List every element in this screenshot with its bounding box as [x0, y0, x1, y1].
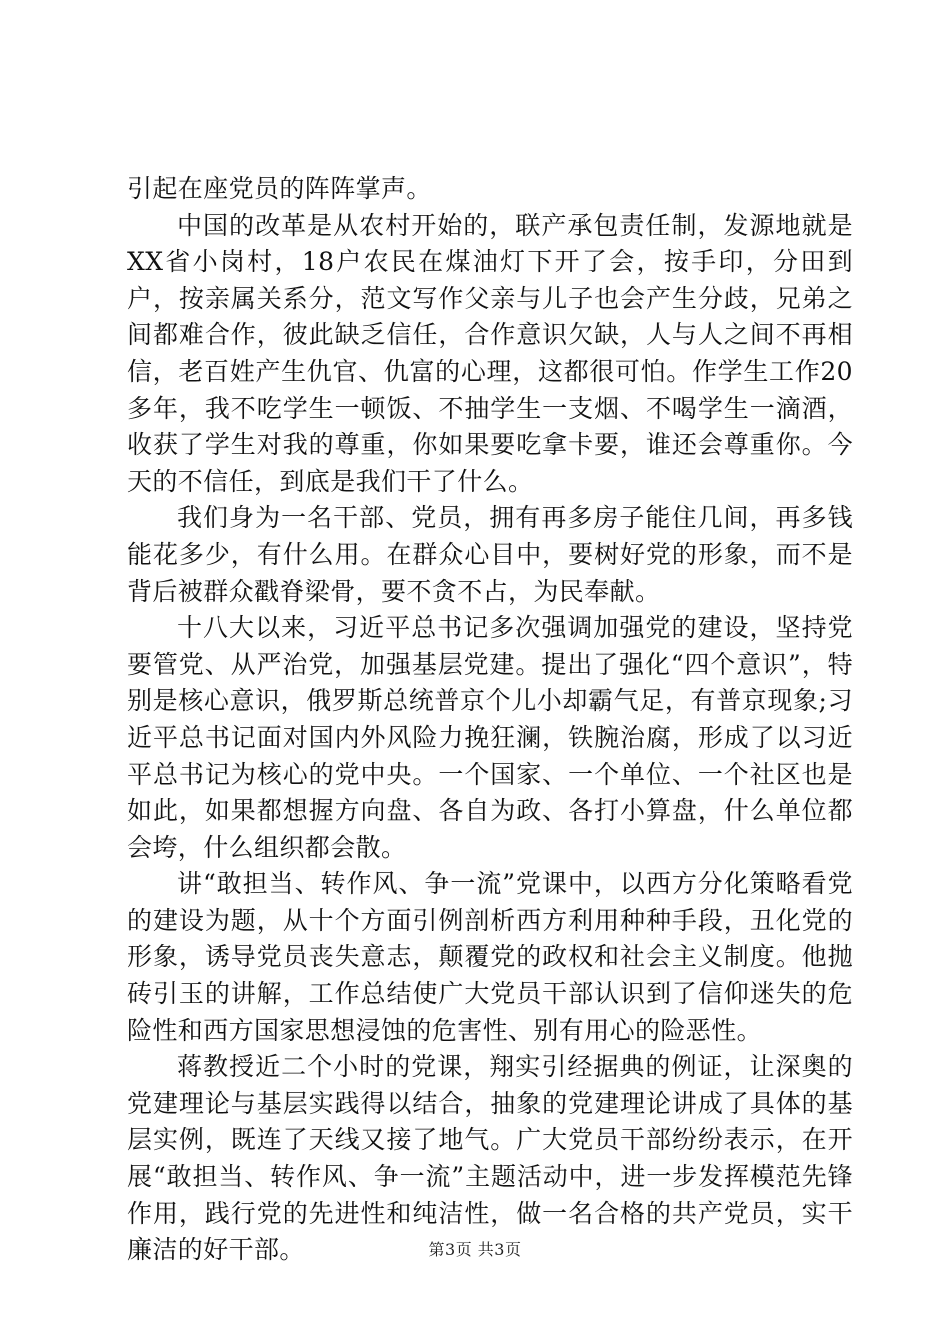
document-body	[127, 171, 853, 1269]
paragraph-2: 中国的改革是从农村开始的，联产承包责任制，发源地就是XX省小岗村，18户农民在煤油灯下开了会，按手印，分田到户，按亲属关系分，范文写作父亲与儿子也会产生分歧，兄弟之间都难合作，彼此缺乏信任，合作意识欠缺，人与人之间不再相信，老百姓产生仇官、仇富的心理，这都很可怕。作学生工作20多年，我不吃学生一顿饭、不抽学生一支烟、不喝学生一滴酒，收获了学生对我的尊重，你如果要吃拿卡要，谁还会尊重你。今天的不信任，到底是我们干了什么。	[127, 210, 853, 496]
paragraph-3: 我们身为一名干部、党员，拥有再多房子能住几间，再多钱能花多少，有什么用。在群众心目中，要树好党的形象，而不是背后被群众戳脊梁骨，要不贪不占，为民奉献。	[127, 503, 853, 606]
paragraph-6: 蒋教授近二个小时的党课，翔实引经据典的例证，让深奥的党建理论与基层实践得以结合，抽象的党建理论讲成了具体的基层实例，既连了天线又接了地气。广大党员干部纷纷表示，在开展“敢担当、转作风、争一流”主题活动中，进一步发挥模范先锋作用，践行党的先进性和纯洁性，做一名合格的共产党员，实干廉洁的好干部。	[127, 1052, 853, 1265]
paragraph-1: 引起在座党员的阵阵掌声。	[127, 174, 432, 203]
page-number: 第3页 共3页	[428, 1240, 522, 1259]
paragraph-4: 十八大以来，习近平总书记多次强调加强党的建设，坚持党要管党、从严治党，加强基层党建。提出了强化“四个意识”，特别是核心意识，俄罗斯总统普京个儿小却霸气足，有普京现象;习近平总书记面对国内外风险力挽狂澜，铁腕治腐，形成了以习近平总书记为核心的党中央。一个国家、一个单位、一个社区也是如此，如果都想握方向盘、各自为政、各打小算盘，什么单位都会垮，什么组织都会散。	[127, 613, 853, 862]
paragraph-5: 讲“敢担当、转作风、争一流”党课中，以西方分化策略看党的建设为题，从十个方面引例剖析西方利用种种手段，丑化党的形象，诱导党员丧失意志，颠覆党的政权和社会主义制度。他抛砖引玉的讲解，工作总结使广大党员干部认识到了信仰迷失的危险性和西方国家思想浸蚀的危害性、别有用心的险恶性。	[127, 869, 853, 1045]
page-footer	[0, 1240, 950, 1260]
